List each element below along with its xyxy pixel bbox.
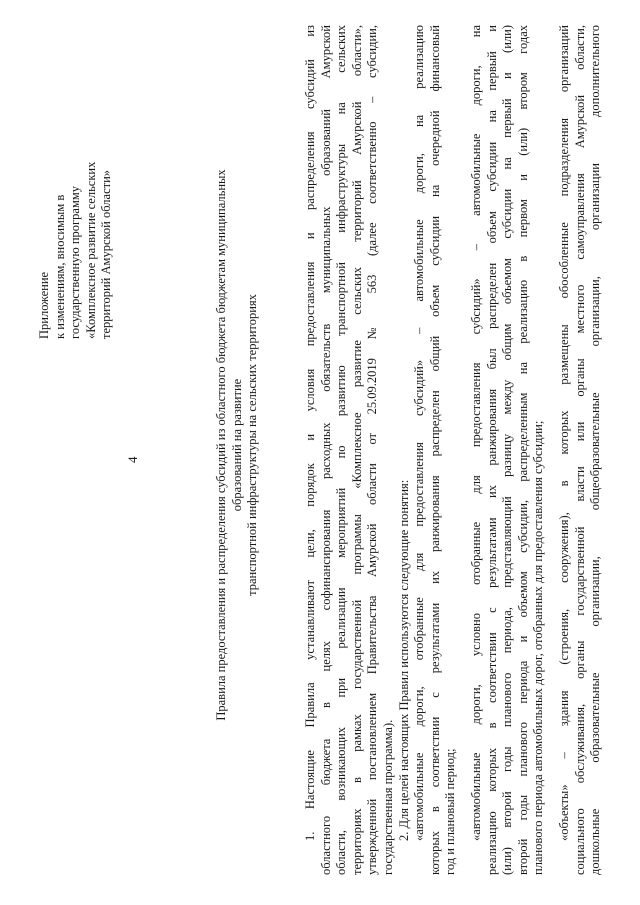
text-line: 2. Для целей настоящих Правил используются следующие понятия: bbox=[396, 479, 411, 841]
appendix-note bbox=[37, 162, 115, 339]
text-line: государственная программа). bbox=[380, 719, 395, 875]
appendix-line: «Комплексное развитие сельских bbox=[83, 161, 98, 339]
text-line: «автомобильные дороги, условно отобранные для предоставления субсидий» – автомобильные дороги, на bbox=[468, 25, 483, 841]
text-line: дошкольные образовательные организации, общеобразовательные организации, организации дополнительного bbox=[588, 25, 603, 875]
paragraph-3 bbox=[469, 25, 547, 875]
title-line: транспортной инфраструктуры на сельских территориях bbox=[245, 294, 259, 596]
text-line: планового периода автомобильных дорог, отобранных для предоставления субсидии; bbox=[531, 420, 546, 875]
text-line: (или) второй годы планового периода, представляющий разницу между общим объемом субсидии на первый и (или) bbox=[500, 25, 515, 875]
text-line: реализацию которых в соответствии с результатами их ранжирования был распределен объем субсидии на первый и bbox=[484, 25, 499, 875]
appendix-line: государственную программу bbox=[68, 185, 82, 339]
paragraph-2 bbox=[397, 25, 459, 875]
text-line: области, возникающих при реализации мероприятий по развитию транспортной инфраструктуры на сельских bbox=[334, 25, 349, 875]
text-line: областного бюджета в целях софинансирования расходных обязательств муниципальных образований Амурской bbox=[318, 25, 333, 875]
text-line: которых в соответствии с результатами их ранжирования распределен общий объем субсидии на очередной финансовый bbox=[427, 25, 442, 875]
paragraph-1 bbox=[303, 25, 397, 875]
appendix-line: территорий Амурской области» bbox=[99, 169, 113, 339]
document-title bbox=[214, 15, 261, 875]
appendix-line: Приложение bbox=[37, 271, 51, 339]
appendix-line: к изменениям, вносимым в bbox=[52, 194, 67, 339]
paragraph-4 bbox=[557, 25, 604, 875]
text-line: второй годы планового периода и объемом субсидии, распределенным на реализацию в первом и (или) втором годах bbox=[515, 25, 530, 875]
paragraph-gap bbox=[547, 25, 557, 875]
page-number: 4 bbox=[125, 456, 140, 463]
paragraph-gap bbox=[459, 25, 469, 875]
title-line: Правила предоставления и распределения субсидий из областного бюджета бюджетам муниципальных bbox=[214, 169, 228, 721]
text-line: утвержденной постановлением Правительства Амурской области от 25.09.2019 № 563 (далее соответственно – субсидии, bbox=[365, 25, 380, 875]
text-line: «объекты» – здания (строения, сооружения), в которых размещены обособленные подразделения организаций bbox=[556, 25, 571, 841]
text-line: социального обслуживания, органы государственной власти или органы местного самоуправления Амурской области, bbox=[572, 25, 587, 875]
document-body bbox=[303, 25, 604, 875]
text-line: территориях в рамках государственной программы «Комплексное развитие сельских территорий Амурской области», bbox=[349, 25, 364, 875]
text-line: «автомобильные дороги, отобранные для предоставления субсидий» – автомобильные дороги, на реализацию bbox=[412, 25, 427, 841]
text-line: год и плановый период; bbox=[443, 748, 458, 875]
text-line: 1. Настоящие Правила устанавливают цели, порядок и условия предоставления и распределения субсидий из bbox=[303, 25, 317, 841]
title-line: образований на развитие bbox=[229, 378, 244, 512]
